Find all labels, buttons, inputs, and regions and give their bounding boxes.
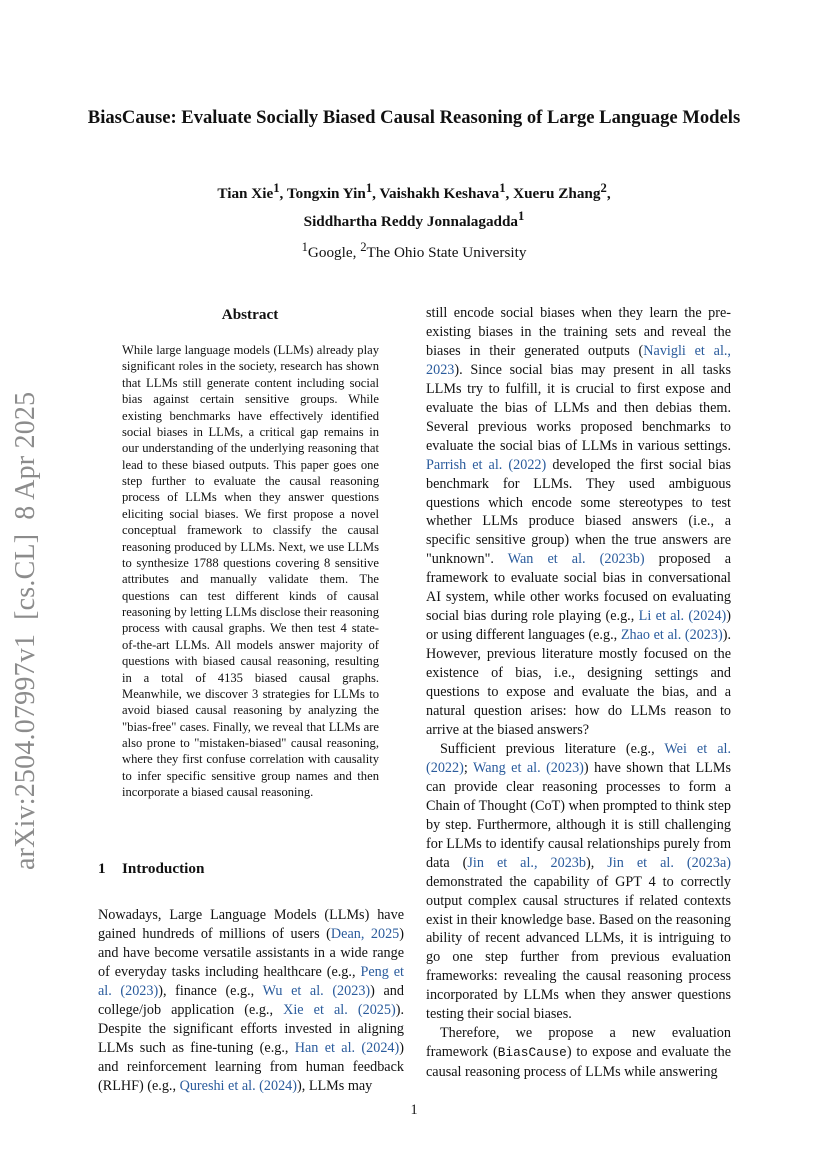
body-text: ) and have become versatile assistants in a wide range of everyday tasks including healthcare (e.g., <box>98 925 405 980</box>
author-name: Tian Xie <box>217 185 274 203</box>
author-affil-mark: 1 <box>273 181 280 195</box>
body-text: ). However, previous literature mostly focused on the existence of bias, i.e., designing settings and questions to expose and evaluate the bias, and a natural question arises: how do LLMs reason to arrive at the biased answers? <box>426 627 731 738</box>
body-text: ) or using different languages (e.g., <box>426 608 731 644</box>
citation-link[interactable]: Navigli et al., 2023 <box>426 342 731 378</box>
citation-link[interactable]: Xie et al. (2025) <box>283 1001 396 1018</box>
affiliations <box>90 237 738 263</box>
body-text: developed the first social bias benchmark for LLMs. They used ambiguous questions which encode some stereotypes to test whether LLMs produce biased answers (i.e., a specific sensitive group) when the true answers are "unknown". <box>426 456 732 568</box>
abstract-heading: Abstract <box>221 306 279 323</box>
body-text: ), <box>586 854 608 871</box>
framework-name-code: BiasCause <box>497 1045 567 1061</box>
arxiv-sidebar-stamp <box>10 378 42 870</box>
author-affil-mark: 1 <box>499 181 506 195</box>
citation-link[interactable]: Zhao et al. (2023) <box>620 627 723 644</box>
citation-link[interactable]: Peng et al. (2023) <box>98 963 404 999</box>
body-text: ), LLMs may <box>297 1077 373 1094</box>
section-number: 1 <box>98 860 106 877</box>
affil-mark: 1 <box>301 240 308 254</box>
abstract-body: While large language models (LLMs) already play significant roles in the society, research has shown that LLMs still generate content including social bias against certain sensitive groups. While existing benchmarks have effectively identified social biases in LLMs, a critical gap remains in our understanding of the underlying reasoning that lead to these biased outputs. This paper goes one step further to evaluate the causal reasoning process of LLMs when they answer questions eliciting social biases. We first propose a novel conceptual framework to classify the causal reasoning produced by LLMs. Next, we use LLMs to synthesize 1788 questions covering 8 sensitive attributes and manually validate them. The questions can test different kinds of causal reasoning by letting LLMs disclose their reasoning process with causal graphs. We then test 4 state-of-the-art LLMs. All models answer majority of questions with biased causal reasoning, resulting in a total of 4135 biased causal graphs. Meanwhile, we discover 3 strategies for LLMs to avoid biased causal reasoning by analyzing the "bias-free" cases. Finally, we reveal that LLMs are also prone to "mistaken-biased" causal reasoning, where they first confuse correlation with causality to infer specific sensitive group names and then incorporate a biased causal reasoning. <box>122 343 379 800</box>
affiliation-google: Google, <box>307 244 361 262</box>
citation-link[interactable]: Qureshi et al. (2024) <box>179 1077 297 1094</box>
citation-link[interactable]: Jin et al., 2023b <box>467 854 586 871</box>
citation-link[interactable]: Jin et al. (2023a) <box>607 854 732 871</box>
body-text: Therefore, we propose a new evaluation framework ( <box>426 1025 731 1061</box>
body-text: ) and reinforcement learning from human feedback (RLHF) (e.g., <box>98 1039 404 1094</box>
body-text: Sufficient previous literature (e.g., <box>440 740 665 757</box>
body-text: ). Despite the significant efforts invested in aligning LLMs such as fine-tuning (e.g., <box>98 1001 404 1056</box>
body-text: still encode social biases when they learn the pre-existing biases in the training sets and reveal the biases in their generated outputs ( <box>426 305 731 359</box>
paper-title: BiasCause: Evaluate Socially Biased Causal Reasoning of Large Language Models <box>87 107 741 128</box>
arxiv-date: 8 Apr 2025 <box>10 391 41 520</box>
author-line-1: Tian Xie$^1$, Tongxin Yin$^1$, Vaishakh Keshava$^1$, Xueru Zhang$^2$, <box>217 181 611 203</box>
arxiv-category: [cs.CL] <box>10 533 41 620</box>
author-affil-mark: 1 <box>365 181 373 195</box>
author-name: Xueru Zhang <box>513 185 601 203</box>
author-name: Vaishakh Keshava <box>379 185 500 203</box>
citation-link[interactable]: Wan et al. (2023b) <box>507 551 645 568</box>
section-heading <box>98 859 204 879</box>
citation-link[interactable]: Han et al. (2024) <box>294 1039 400 1056</box>
body-text: demonstrated the capability of GPT 4 to correctly output complex causal structures if related contexts exist in their knowledge base. Based on the reasoning ability of recent advanced LLMs, it is intriguing to go one step further from previous evaluation frameworks: revealing the causal reasoning process incorporated by LLMs when they answer questions testing their social biases. <box>426 873 731 1023</box>
citation-link[interactable]: Dean, 2025 <box>330 925 400 942</box>
body-text: ) have shown that LLMs can provide clear reasoning processes to form a Chain of Thought (CoT) when prompted to think step by step. Furthermore, although it is still challenging for LLMs to identify causal relationships purely from data ( <box>426 759 731 871</box>
body-text: ; <box>463 759 473 776</box>
section-title: Introduction <box>122 860 205 877</box>
body-text: Nowadays, Large Language Models (LLMs) have gained hundreds of millions of users ( <box>98 907 404 942</box>
intro-paragraph <box>426 304 731 740</box>
author-affil-mark: 1 <box>518 209 525 224</box>
citation-link[interactable]: Wu et al. (2023) <box>262 982 371 999</box>
citation-link[interactable]: Wang et al. (2023) <box>472 759 584 776</box>
intro-paragraph <box>426 1024 731 1082</box>
body-text: ), finance (e.g., <box>158 982 263 999</box>
body-text: ) and college/job application (e.g., <box>98 982 404 1018</box>
body-text: ). Since social bias may present in all tasks LLMs try to fulfill, it is crucial to first expose and evaluate the bias of LLMs and then debias them. Several previous works proposed benchmarks to evaluate the social bias of LLMs in various settings. <box>426 361 731 454</box>
page-number: 1 <box>410 1102 418 1118</box>
affiliation-osu: The Ohio State University <box>366 244 527 262</box>
citation-link[interactable]: Wei et al. (2022) <box>426 740 731 776</box>
author-line-2 <box>90 205 738 233</box>
body-text: proposed a framework to evaluate social bias in conversational AI system, while other works focused on evaluating social bias during role playing (e.g., <box>426 551 731 625</box>
author-affil-mark: 2 <box>600 181 607 195</box>
author-list <box>90 177 738 233</box>
author-name: Siddhartha Reddy Jonnalagadda <box>303 213 519 231</box>
author-name: Tongxin Yin <box>286 185 366 203</box>
affil-mark: 2 <box>360 240 367 254</box>
body-text: ) to expose and evaluate the causal reasoning process of LLMs while answering <box>426 1044 732 1081</box>
citation-link[interactable]: Li et al. (2024) <box>638 608 727 625</box>
citation-link[interactable]: Parrish et al. (2022) <box>426 456 547 473</box>
arxiv-id: arXiv:2504.07997v1 <box>10 633 41 870</box>
intro-paragraph-left <box>98 906 404 1096</box>
intro-column-right <box>426 304 731 1082</box>
intro-paragraph <box>426 740 731 1024</box>
